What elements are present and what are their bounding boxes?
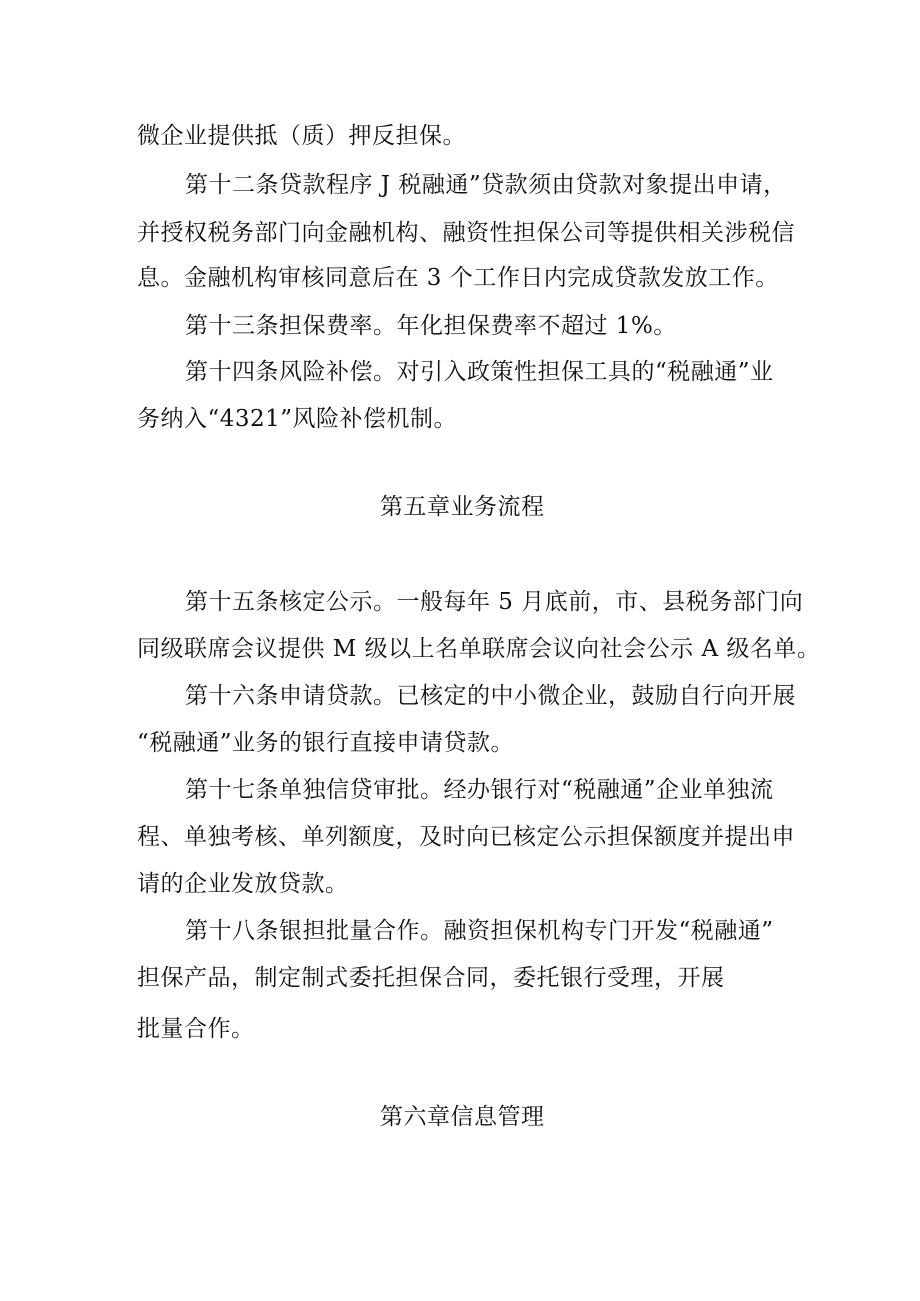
- text-line: 第十七条单独信贷审批。经办银行对“税融通”企业单独流: [185, 777, 774, 803]
- text-line: 第十八条银担批量合作。融资担保机构专门开发“税融通”: [185, 918, 774, 944]
- text-line: 息。金融机构审核同意后在 3 个工作日内完成贷款发放工作。: [137, 265, 779, 291]
- text-line: 并授权税务部门向金融机构、融资性担保公司等提供相关涉税信: [137, 220, 795, 246]
- text-line: 请的企业发放贷款。: [137, 871, 349, 897]
- text-line: 第十六条申请贷款。已核定的中小微企业，鼓励自行向开展: [185, 683, 796, 709]
- chapter-heading: 第五章业务流程: [380, 494, 545, 520]
- text-line: “税融通”业务的银行直接申请贷款。: [137, 730, 515, 756]
- text-line: 第十三条担保费率。年化担保费率不超过 1%。: [185, 313, 677, 339]
- text-line: 微企业提供抵（质）押反担保。: [137, 123, 466, 149]
- text-line: 批量合作。: [137, 1016, 255, 1042]
- text-line: 第十四条风险补偿。对引入政策性担保工具的“税融通”业: [185, 359, 774, 385]
- text-line: 第十五条核定公示。一般每年 5 月底前，市、县税务部门向: [185, 589, 804, 615]
- text-line: 第十二条贷款程序 J 税融通”贷款须由贷款对象提出申请，: [185, 172, 787, 198]
- text-line: 同级联席会议提供 M 级以上名单联席会议向社会公示 A 级名单。: [137, 636, 821, 662]
- text-line: 务纳入“4321”风险补偿机制。: [137, 406, 458, 432]
- chapter-heading: 第六章信息管理: [380, 1104, 545, 1130]
- text-line: 担保产品，制定制式委托担保合同，委托银行受理，开展: [137, 965, 725, 991]
- text-line: 程、单独考核、单列额度，及时向已核定公示担保额度并提出申: [137, 824, 795, 850]
